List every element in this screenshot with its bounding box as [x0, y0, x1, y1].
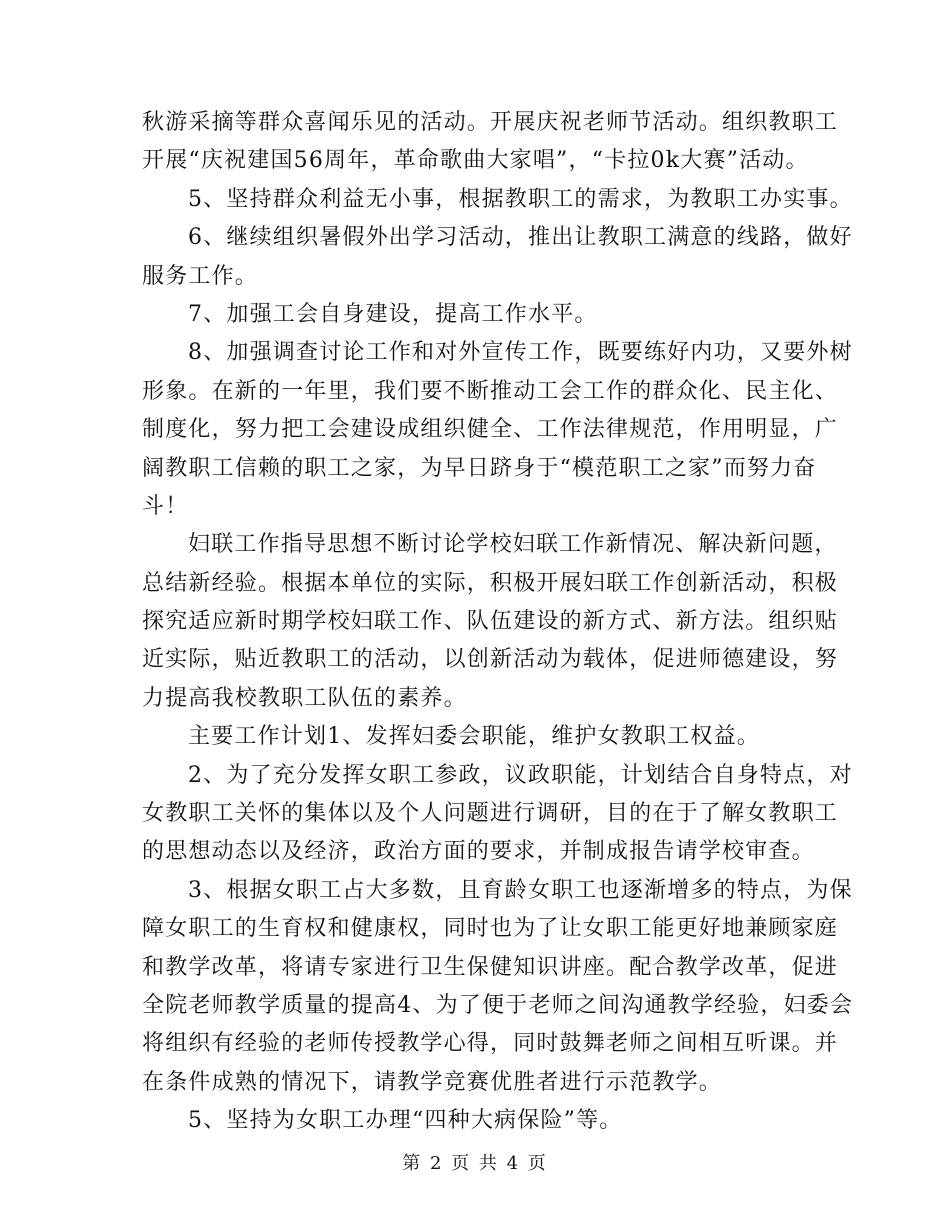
text-line: 总结新经验。根据本单位的实际，积极开展妇联工作创新活动，积极 [142, 570, 839, 596]
text-line: 6、继续组织暑假外出学习活动，推出让教职工满意的线路，做好 [188, 225, 853, 251]
text-line: 探究适应新时期学校妇联工作、队伍建设的新方式、新方法。组织贴 [142, 609, 839, 635]
text-line: 的思想动态以及经济，政治方面的要求，并制成报告请学校审查。 [142, 839, 815, 865]
text-line: 主要工作计划1、发挥妇委会职能，维护女教职工权益。 [188, 724, 760, 750]
text-line: 近实际，贴近教职工的活动，以创新活动为载体，促进师德建设，努 [142, 647, 839, 673]
text-line: 服务工作。 [142, 263, 259, 289]
text-line: 7、加强工会自身建设，提高工作水平。 [188, 301, 598, 327]
text-line: 和教学改革，将请专家进行卫生保健知识讲座。配合教学改革，促进 [142, 954, 839, 980]
document-body [142, 104, 854, 1141]
page-number-footer: 第 2 页 共 4 页 [402, 1153, 548, 1174]
text-line: 8、加强调查讨论工作和对外宣传工作，既要练好内功，又要外树 [188, 340, 853, 366]
text-line: 在条件成熟的情况下，请教学竞赛优胜者进行示范教学。 [142, 1069, 723, 1095]
text-line: 将组织有经验的老师传授教学心得，同时鼓舞老师之间相互听课。并 [142, 1031, 839, 1057]
text-line: 制度化，努力把工会建设成组织健全、工作法律规范，作用明显，广 [142, 417, 839, 443]
text-line: 秋游采摘等群众喜闻乐见的活动。开展庆祝老师节活动。组织教职工 [142, 110, 839, 135]
text-line: 形象。在新的一年里，我们要不断推动工会工作的群众化、民主化、 [142, 378, 839, 404]
text-line: 阔教职工信赖的职工之家，为早日跻身于“模范职工之家”而努力奋 [142, 455, 817, 481]
text-line: 5、坚持群众利益无小事，根据教职工的需求，为教职工办实事。 [188, 186, 853, 212]
text-line: 斗！ [142, 493, 189, 519]
text-line: 2、为了充分发挥女职工参政，议政职能，计划结合自身特点，对 [188, 762, 853, 788]
text-line: 全院老师教学质量的提高4、为了便于老师之间沟通教学经验，妇委会 [142, 992, 854, 1018]
text-line: 妇联工作指导思想不断讨论学校妇联工作新情况、解决新问题， [188, 532, 838, 558]
text-line: 障女职工的生育权和健康权，同时也为了让女职工能更好地兼顾家庭 [142, 916, 839, 942]
text-line: 3、根据女职工占大多数，且育龄女职工也逐渐增多的特点，为保 [188, 877, 853, 903]
text-line: 开展“庆祝建国56周年，革命歌曲大家唱”，“卡拉0k大赛”活动。 [142, 148, 809, 174]
text-line: 5、坚持为女职工办理“四种大病保险”等。 [188, 1108, 623, 1134]
text-line: 女教职工关怀的集体以及个人问题进行调研，目的在于了解女教职工 [142, 801, 839, 827]
text-line: 力提高我校教职工队伍的素养。 [142, 685, 467, 711]
